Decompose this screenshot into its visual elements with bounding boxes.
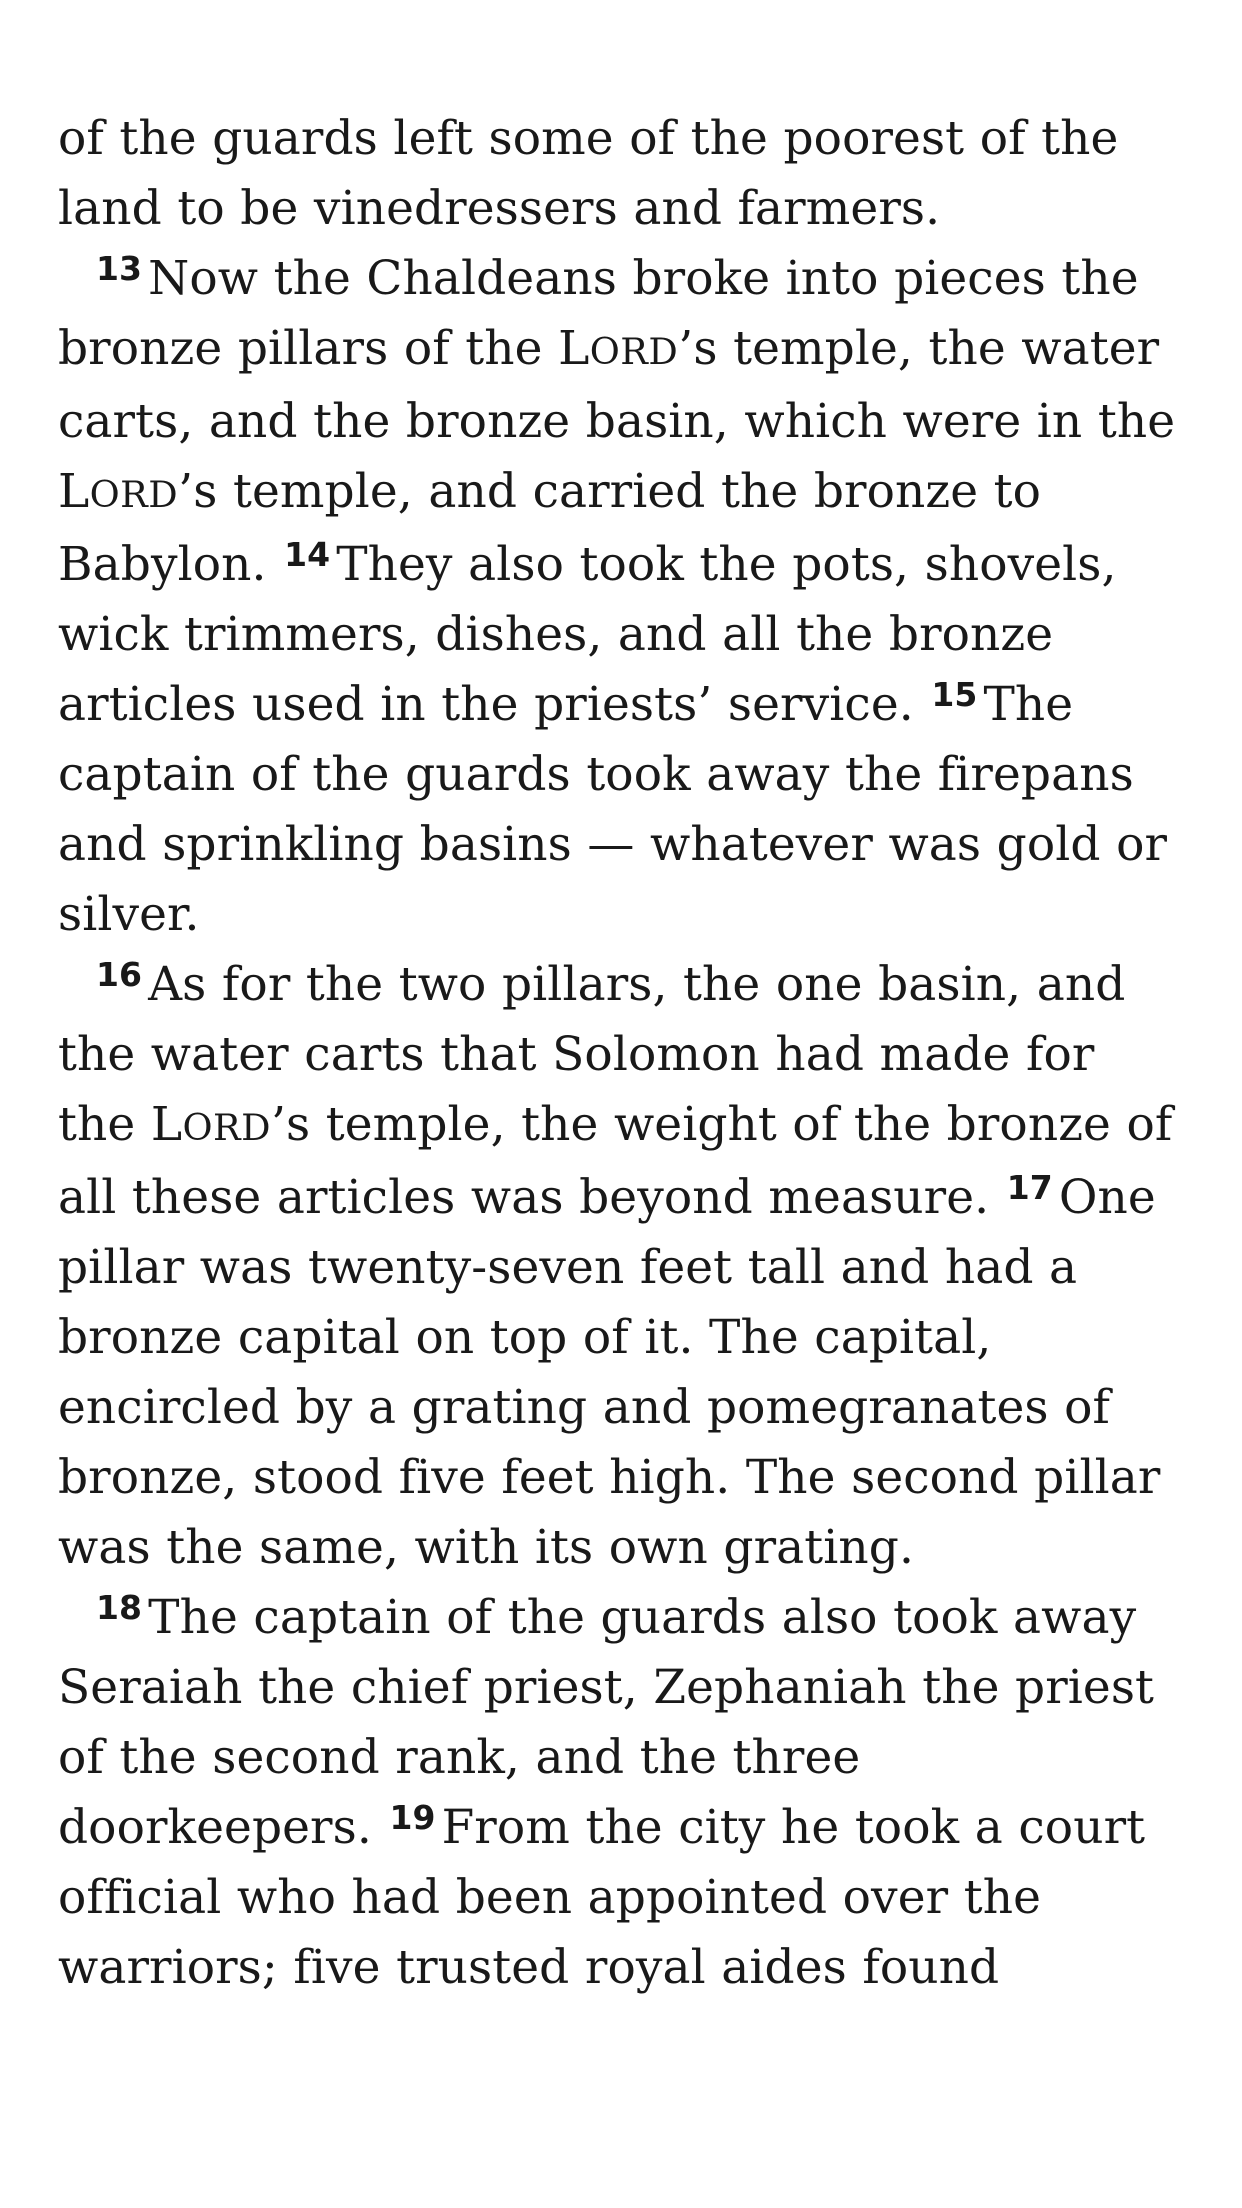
scripture-text: of the guards left some of the poorest of the land to be vinedressers and farmers. — [58, 111, 1119, 236]
scripture-text: ’s temple, the water carts, and the bronze basin, which were in the — [58, 321, 1176, 449]
scripture-text: The captain of the guards took away the firepans and sprinkling basins — whatever was gold or silver. — [58, 677, 1168, 942]
scripture-text: The captain of the guards also took away Seraiah the chief priest, Zephaniah the priest of the second rank, and the three doorkeepers. — [58, 1590, 1155, 1855]
verse-number[interactable]: 17 — [1006, 1168, 1053, 1208]
continuation-paragraph — [58, 104, 1184, 244]
verse-number[interactable]: 14 — [284, 535, 331, 575]
verse-paragraph — [58, 950, 1184, 1583]
verse-number[interactable]: 13 — [96, 249, 143, 289]
divine-name-smallcaps: ORD — [89, 473, 179, 516]
divine-name-smallcaps: ORD — [182, 1106, 271, 1149]
scripture-text: They also took the pots, shovels, wick trimmers, dishes, and all the bronze articles used in the priests’ service. — [58, 537, 1117, 732]
divine-name-initial: L — [558, 321, 590, 376]
verse-number[interactable]: 18 — [96, 1588, 143, 1628]
verse-number[interactable]: 15 — [931, 675, 978, 715]
divine-name — [151, 1097, 271, 1152]
scripture-text: ’s temple, the weight of the bronze of all these articles was beyond measure. — [58, 1097, 1173, 1225]
divine-name — [558, 321, 678, 376]
divine-name-initial: L — [150, 1097, 183, 1152]
divine-name — [58, 464, 178, 519]
scripture-text: One pillar was twenty-seven feet tall and had a bronze capital on top of it. The capital, encircled by a grating and pomegranates of bronze, stood five feet high. The second pillar was the same, with its own grating. — [58, 1170, 1161, 1575]
verse-number[interactable]: 19 — [389, 1798, 436, 1838]
scripture-text: As for the two pillars, the one basin, and the water carts that Solomon had made for the — [58, 957, 1126, 1152]
scripture-text: ’s temple, and carried the bronze to Babylon. — [58, 464, 1042, 592]
verse-number[interactable]: 16 — [96, 955, 143, 995]
scripture-body[interactable] — [58, 104, 1184, 2003]
divine-name-smallcaps: ORD — [589, 330, 679, 373]
scripture-text: Now the Chaldeans broke into pieces the bronze pillars of the — [58, 251, 1139, 376]
verse-paragraph — [58, 1583, 1184, 2003]
verse-paragraph — [58, 244, 1184, 950]
scripture-text: From the city he took a court official who had been appointed over the warriors; five trusted royal aides found — [58, 1800, 1146, 1995]
divine-name-initial: L — [58, 464, 90, 519]
